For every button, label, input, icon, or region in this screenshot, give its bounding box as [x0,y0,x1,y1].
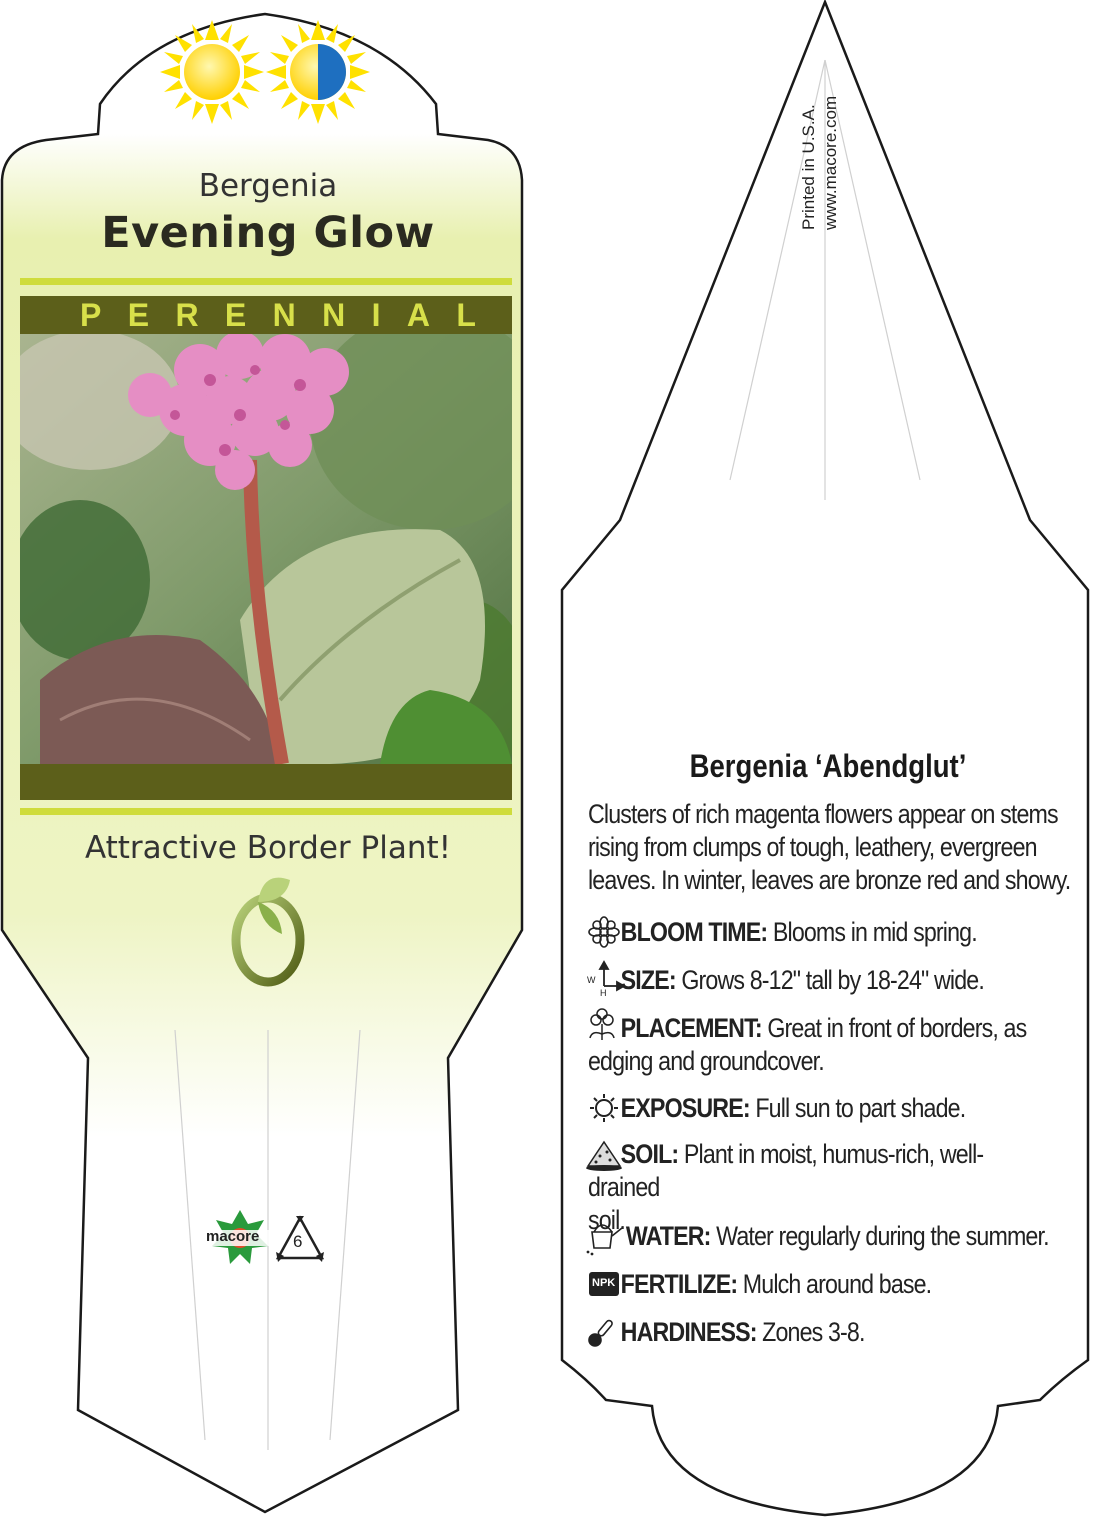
category-letter: N [272,296,296,333]
care-label: SOIL: [620,1139,679,1169]
care-label: EXPOSURE: [620,1093,750,1123]
full-sun-icon [160,20,264,124]
care-text: Grows 8-12" tall by 18-24" wide. [681,965,984,995]
recycle-number: 6 [293,1232,303,1251]
category-letter: P [80,296,102,333]
front-genus-name: Bergenia [198,168,338,204]
care-water [588,1220,1052,1253]
category-letter: I [371,296,381,333]
category-band [20,296,512,334]
care-text: Mulch around base. [742,1269,932,1299]
size-icon-w: W [587,975,596,985]
care-label: BLOOM TIME: [620,917,768,947]
care-label: PLACEMENT: [620,1013,762,1043]
description [588,798,1071,897]
description-line: leaves. In winter, leaves are bronze red and showy. [588,865,1071,895]
website: www.macore.com [821,95,840,230]
care-text: Plant in moist, humus-rich, well-drained [588,1139,984,1202]
tagline: Attractive Border Plant! [84,830,452,866]
printed-info [798,96,842,230]
npk-label: NPK [592,1277,616,1289]
plant-photo [0,310,550,780]
care-hardiness [588,1316,1052,1349]
printed-line: Printed in U.S.A. [799,104,818,230]
lime-divider-bottom [20,808,512,815]
care-text: Zones 3-8. [762,1317,865,1347]
care-text: Great in front of borders, as [767,1013,1027,1043]
back-title: Bergenia ‘Abendglut’ [689,748,967,784]
lime-divider-top [20,278,512,285]
care-text: edging and groundcover. [588,1046,824,1076]
category-letter: E [127,296,150,333]
care-size [588,964,1052,997]
brand-name: macore [206,1228,260,1245]
care-text: soil. [588,1205,625,1235]
category-letter: N [322,296,346,333]
category-letter: R [175,296,199,333]
care-bloom-time [588,916,1052,949]
care-exposure [588,1092,1052,1125]
category-letter: A [406,296,430,333]
care-text: Blooms in mid spring. [772,917,977,947]
care-label: HARDINESS: [620,1317,757,1347]
category-letter: E [224,296,247,333]
photo-bottom-band [20,764,512,800]
care-label: FERTILIZE: [620,1269,738,1299]
category-letter: L [456,296,476,333]
description-line: Clusters of rich magenta flowers appear on stems [588,799,1058,829]
part-shade-icon [266,20,370,124]
care-label: SIZE: [620,965,676,995]
size-icon-h: H [600,988,607,998]
care-text: Full sun to part shade. [755,1093,966,1123]
care-text: Water regularly during the summer. [716,1221,1049,1251]
care-placement [588,1012,1052,1078]
care-label: WATER: [625,1221,711,1251]
front-variety-name: Evening Glow [101,208,435,258]
description-line: rising from clumps of tough, leathery, evergreen [588,832,1037,862]
care-fertilize [588,1268,1052,1301]
